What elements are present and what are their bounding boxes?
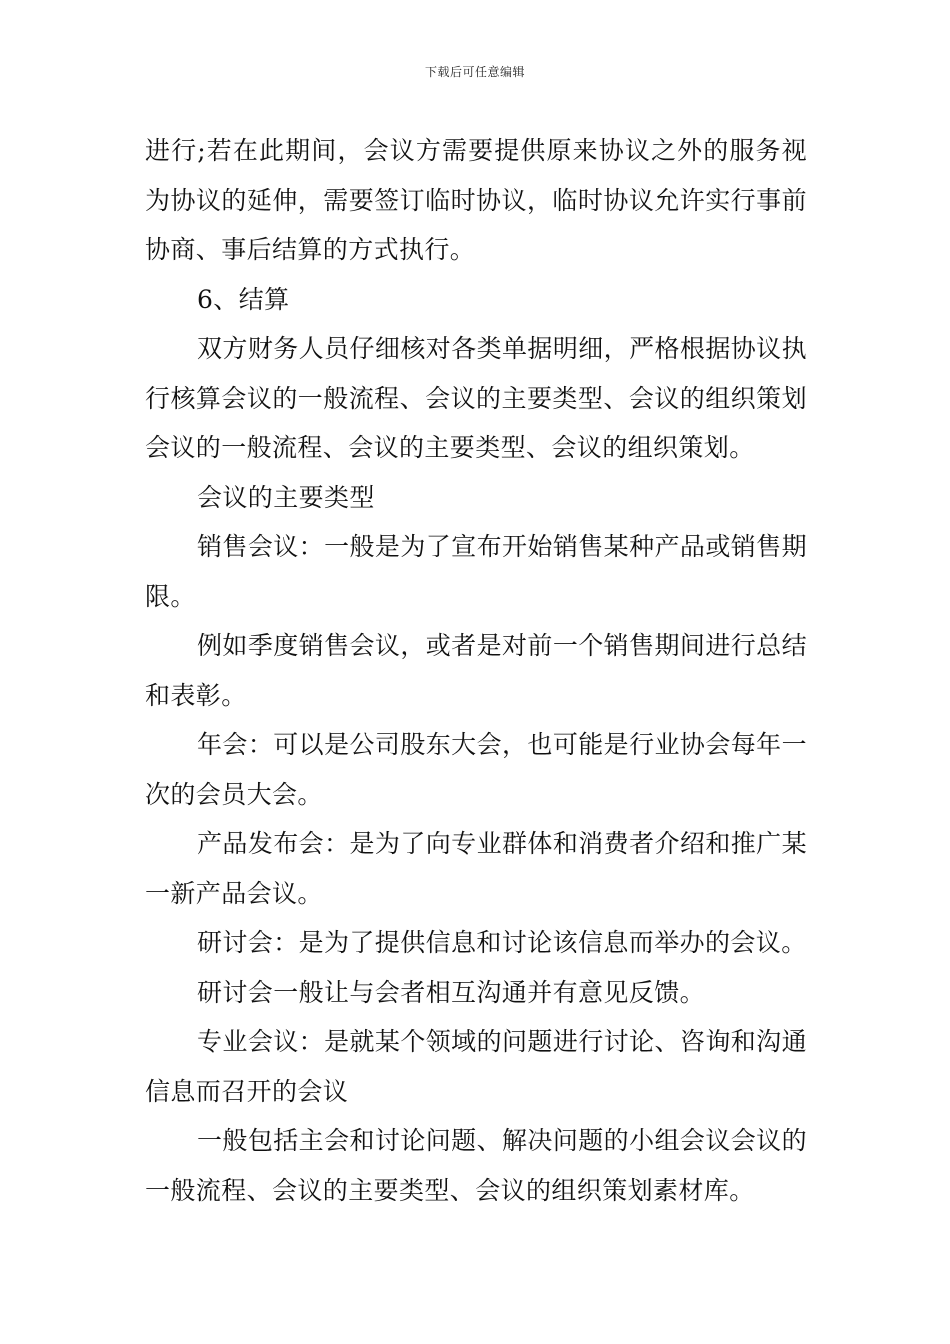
paragraph-seminar-feedback: 研讨会一般让与会者相互沟通并有意见反馈。 <box>197 977 706 1007</box>
paragraph-annual-meeting: 年会：可以是公司股东大会，也可能是行业协会每年一次的会员大会。 <box>145 730 807 809</box>
section-heading-settlement: 6、结算 <box>197 284 290 314</box>
paragraph-general-structure: 一般包括主会和讨论问题、解决问题的小组会议会议的一般流程、会议的主要类型、会议的组织策划素材库。 <box>145 1126 807 1205</box>
page-header: 下载后可任意编辑 <box>424 65 525 79</box>
paragraph-continuation: 进行;若在此期间，会议方需要提供原来协议之外的服务视为协议的延伸，需要签订临时协议，临时协议允许实行事前协商、事后结算的方式执行。 <box>145 136 807 264</box>
paragraph-sales-meeting: 销售会议：一般是为了宣布开始销售某种产品或销售期限。 <box>145 532 807 611</box>
paragraph-seminar: 研讨会：是为了提供信息和讨论该信息而举办的会议。 <box>197 928 807 957</box>
paragraph-product-launch: 产品发布会：是为了向专业群体和消费者介绍和推广某一新产品会议。 <box>145 829 807 908</box>
paragraph-professional-meeting: 专业会议：是就某个领域的问题进行讨论、咨询和沟通信息而召开的会议 <box>145 1027 807 1106</box>
body-text <box>145 126 807 1215</box>
section-heading-meeting-types: 会议的主要类型 <box>197 482 375 512</box>
paragraph-sales-example: 例如季度销售会议，或者是对前一个销售期间进行总结和表彰。 <box>145 631 807 710</box>
paragraph-settlement: 双方财务人员仔细核对各类单据明细，严格根据协议执行核算会议的一般流程、会议的主要类型、会议的组织策划会议的一般流程、会议的主要类型、会议的组织策划。 <box>145 334 807 462</box>
